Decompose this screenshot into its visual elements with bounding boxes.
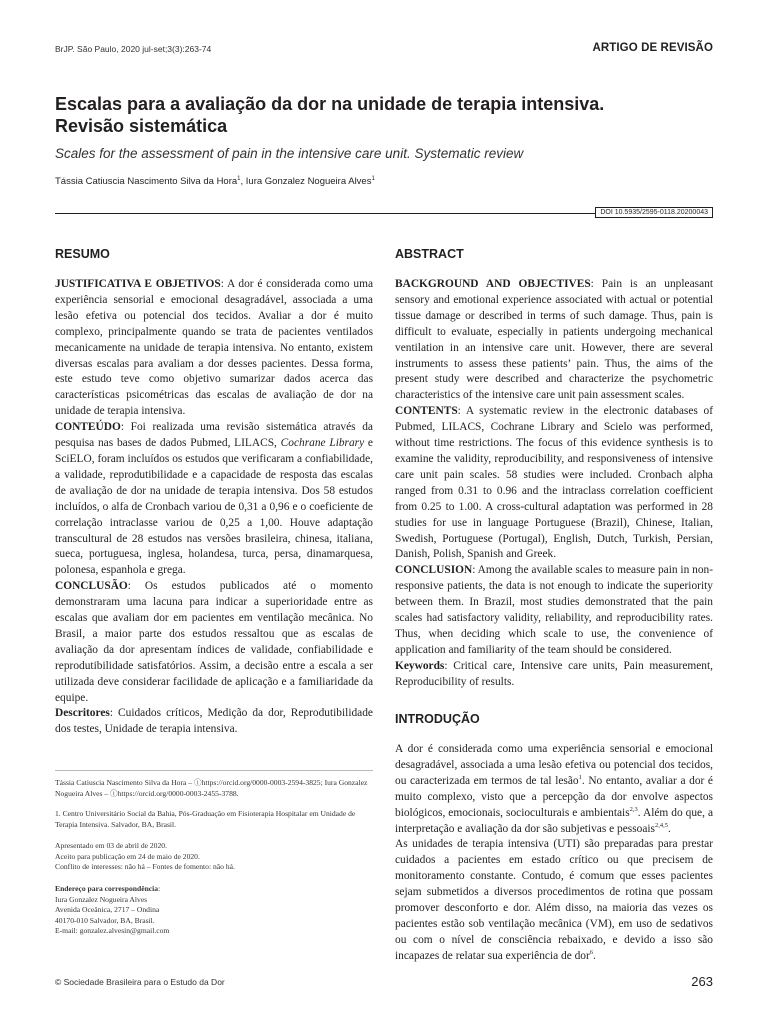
abstract-paragraph-background bbox=[395, 277, 713, 404]
footnote-divider bbox=[55, 770, 373, 771]
resumo-text-cochrane: Cochrane Library bbox=[280, 437, 365, 450]
citation-ref: 2,4,5 bbox=[654, 821, 668, 829]
abstract-label-conclusion: CONCLUSION bbox=[395, 564, 473, 577]
abstract-paragraph-conclusion bbox=[395, 563, 713, 658]
intro-p2-text-a: As unidades de terapia intensiva (UTI) são preparadas para prestar cuidados a pacientes em estado crítico ou que precisem de monitoramento constante. Contudo, é comum que esses pacientes sejam submetidos a diversos procedimentos de rotina que possam promover desconforto e dor. Além disso, na maioria das vezes os pacientes estão sob ventilação mecânica (VM), em uso de sedativos ou com o nível de consciência rebaixado, e devido a isso são incapazes de relatar sua experiência de dor bbox=[395, 838, 713, 962]
intro-p1-text-b: . No entanto, avaliar a dor é muito complexo, visto que a percepção da dor envolve aspectos biológicos, emocionais, socioculturais e ambientais bbox=[395, 774, 713, 819]
journal-reference: BrJP. São Paulo, 2020 jul-set;3(3):263-74 bbox=[55, 44, 212, 54]
footnote-orcid bbox=[55, 778, 373, 799]
introduction-paragraph-2 bbox=[395, 837, 713, 964]
abstract-paragraph-contents bbox=[395, 404, 713, 563]
author-separator: , bbox=[240, 176, 246, 188]
resumo-text-conteudo-2: e SciELO, foram incluídos os estudos que verificaram a confiabilidade, a validade, reprodutibilidade e a capacidade de resposta das escalas de avaliação de dor na unidade de terapia intensiva. Dos 58 estudos incluídos, o alfa de Cronbach variou de 0,31 a 0,96 e o coeficiente de correlação intraclasse variou de 0,25 a 1,00. Houve adaptação transcultural de 28 estudos nas versões brasileira, chinesa, italiana, sueca, portuguesa, inglesa, holandesa, turca, persa, dinamarquesa, polonesa, espanhola e grega. bbox=[55, 437, 373, 577]
abstract-label-keywords: Keywords bbox=[395, 659, 445, 672]
footnote-affiliation bbox=[55, 809, 373, 830]
doi-badge[interactable]: DOI 10.5935/2595-0118.20200043 bbox=[595, 207, 713, 218]
title-line-1: Escalas para a avaliação da dor na unidade de terapia intensiva. bbox=[55, 94, 605, 114]
resumo-paragraph-descritores bbox=[55, 706, 373, 738]
citation-ref: 1 bbox=[578, 774, 582, 782]
abstract-text-contents: : A systematic review in the electronic databases of Pubmed, LILACS, Cochrane Library and Scielo was performed, without time restrictions. The focus of this evidence synthesis is to examine the validity, reproducibility, and responsiveness of intensive care unit pain scales. 58 studies were included. Cronbach alpha ranged from 0.31 to 0.96 and the intraclass correlation coefficient from 0.25 to 1.00. A cross-cultural adaptation was performed in 28 studies for use in language Portuguese (Brazil), Chinese, Italian, Swedish, Portuguese (Portugal), English, Dutch, Turkish, Persian, Danish, Polish, Spanish and Greek. bbox=[395, 405, 713, 561]
abstract-text-keywords: : Critical care, Intensive care units, Pain measurement, Reproducibility of results. bbox=[395, 659, 713, 688]
copyright-notice: © Sociedade Brasileira para o Estudo da Dor bbox=[55, 977, 225, 987]
article-title bbox=[55, 93, 715, 137]
author-1: Tássia Catiuscia Nascimento Silva da Hora bbox=[55, 176, 238, 188]
title-line-2: Revisão sistemática bbox=[55, 116, 228, 136]
abstract-heading: ABSTRACT bbox=[395, 247, 464, 261]
intro-p2-text-b: . bbox=[593, 949, 596, 962]
section-type-label: ARTIGO DE REVISÃO bbox=[592, 42, 713, 54]
intro-p1-text-c: . Além do que, a interpretação e avaliação da dor são subjetivas e pessoais bbox=[395, 806, 713, 835]
abstract-text-background: : Pain is an unpleasant sensory and emotional experience associated with actual or potential tissue damage or described in terms of such damage. Thus, pain is difficult to evaluate, especially in patients undergoing mechanical ventilation in an intensive care unit. However, there are several instruments to assess these patients’ pain. Thus, the aims of the present study were described and characterize the psychometric characteristics of the intensive care unit pain assessment scales. bbox=[395, 278, 713, 402]
intro-p1-text-a: A dor é considerada como uma experiência sensorial e emocional desagradável, associada a uma lesão efetiva ou potencial dos tecidos, ou caracterizada em termos de tal lesão bbox=[395, 743, 713, 787]
abstract-body bbox=[395, 277, 713, 691]
resumo-text-conclusao: : Os estudos publicados até o momento demonstraram uma lacuna para indicar a superioridade entre as escalas que avaliam dor em pacientes em ventilação mecânica. No Brasil, a maior parte dos estudos ressaltou que as escalas de avaliação da dor apresentam índices de validade, confiabilidade e reprodutibilidade satisfatórios. Assim, a decisão entre a escala a ser utilizada deve considerar facilidade de aplicação e a familiaridade da equipe. bbox=[55, 580, 373, 704]
author-2: Iura Gonzalez Nogueira Alves bbox=[245, 176, 372, 188]
author-1-affiliation: 1 bbox=[237, 176, 241, 182]
article-subtitle: Scales for the assessment of pain in the intensive care unit. Systematic review bbox=[55, 146, 524, 161]
introduction-body bbox=[395, 742, 713, 965]
resumo-text-justificativa: : A dor é considerada como uma experiência sensorial e emocional desagradável, associada a uma lesão efetiva ou potencial dos tecidos. Avaliar a dor é muito complexo, principalmente quando se trata de pacientes ventilados mecanicamente na unidade de terapia intensiva. No entanto, existem diversas escalas para avaliam a dor desses pacientes. Dessa forma, este estudo teve como objetivo sumarizar dados acerca das características psicométricas das escalas de avaliação de dor na unidade de terapia intensiva. bbox=[55, 278, 373, 418]
footnote-orcid-text: Tássia Catiuscia Nascimento Silva da Hora – ⓘhttps://orcid.org/0000-0003-2594-3825; Iura Gonzalez Nogueira Alves – ⓘhttps://orcid.org/0000-0003-2455-3788. bbox=[55, 778, 368, 798]
resumo-text-descritores: : Cuidados críticos, Medição da dor, Reprodutibilidade dos testes, Unidade de terapia intensiva. bbox=[55, 707, 373, 736]
correspondence-address: Iura Gonzalez Nogueira Alves Avenida Oceânica, 2717 – Ondina 40170-010 Salvador, BA, Brasil. E-mail: gonzalez.alvesin@gmail.com bbox=[55, 894, 170, 936]
correspondence-label: Endereço para correspondência bbox=[55, 884, 159, 893]
correspondence-label-line bbox=[55, 884, 373, 895]
footnote-dates: Apresentado em 03 de abril de 2020. Aceito para publicação em 24 de maio de 2020. Conflito de interesses: não há – Fontes de fomento: não há. bbox=[55, 841, 235, 872]
resumo-label-conteudo: CONTEÚDO bbox=[55, 421, 121, 434]
introduction-paragraph-1 bbox=[395, 742, 713, 837]
resumo-label-descritores: Descritores bbox=[55, 707, 110, 720]
abstract-text-conclusion: : Among the available scales to measure pain in non-responsive patients, the data is not enough to indicate the superiority between them. In Brazil, most studies demonstrated that the pain scales had satisfactory validity, reliability, and reproducibility rates. Thus, when deciding which scale to use, the convenience of application and familiarity of the team should be considered. bbox=[395, 564, 713, 656]
correspondence-colon: : bbox=[158, 884, 161, 893]
footnote-correspondence bbox=[55, 884, 373, 937]
author-list bbox=[55, 176, 375, 187]
abstract-label-background: BACKGROUND AND OBJECTIVES bbox=[395, 278, 591, 290]
resumo-label-conclusao: CONCLUSÃO bbox=[55, 580, 128, 593]
introduction-heading: INTRODUÇÃO bbox=[395, 712, 480, 726]
resumo-body bbox=[55, 277, 373, 738]
abstract-label-contents: CONTENTS bbox=[395, 405, 458, 418]
resumo-text-conteudo-1: : Foi realizada uma revisão sistemática através da pesquisa nas bases de dados Pubmed, LILACS, bbox=[55, 421, 373, 450]
footnote-affiliation-text: 1. Centro Universitário Social da Bahia, Pós-Graduação em Fisioterapia Hospitalar em Unidade de Terapia Intensiva. Salvador, BA, Brasil. bbox=[55, 809, 356, 829]
resumo-label-justificativa: JUSTIFICATIVA E OBJETIVOS bbox=[55, 278, 221, 290]
resumo-heading: RESUMO bbox=[55, 247, 110, 261]
author-2-affiliation: 1 bbox=[371, 176, 375, 182]
citation-ref: 2,3 bbox=[629, 805, 638, 813]
page-number: 263 bbox=[691, 974, 713, 989]
abstract-paragraph-keywords bbox=[395, 659, 713, 691]
citation-ref: 6 bbox=[589, 948, 594, 956]
intro-p1-text-d: . bbox=[667, 822, 671, 835]
resumo-paragraph-conclusao bbox=[55, 579, 373, 706]
resumo-paragraph-conteudo bbox=[55, 420, 373, 579]
resumo-paragraph-justificativa bbox=[55, 277, 373, 420]
